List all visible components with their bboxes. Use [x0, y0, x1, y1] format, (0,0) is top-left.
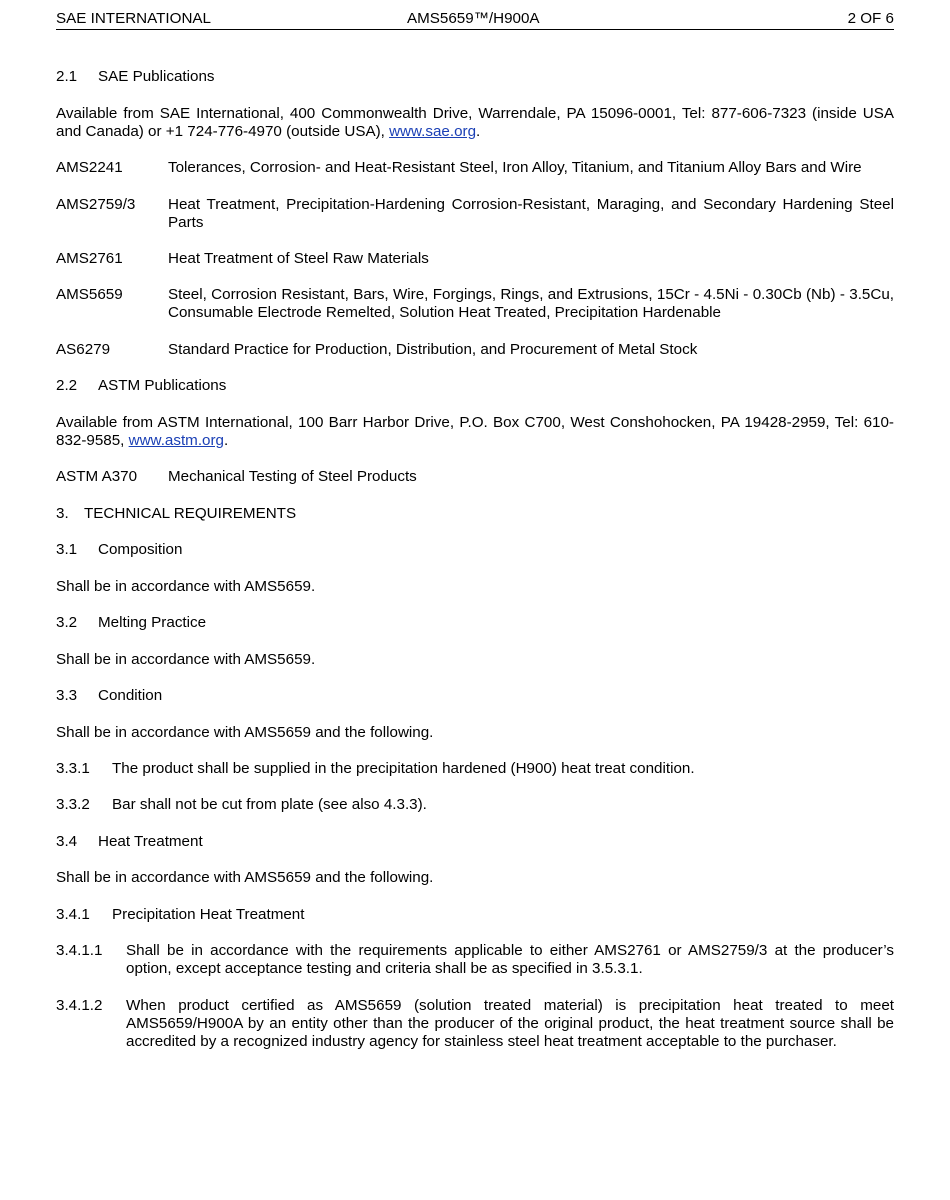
reference-title: Tolerances, Corrosion- and Heat-Resistant Steel, Iron Alloy, Titanium, and Titanium Alloy Bars and Wire [168, 159, 862, 176]
section-title: Precipitation Heat Treatment [112, 906, 305, 923]
sae-availability-paragraph [56, 105, 894, 141]
sentence-end: . [224, 432, 229, 449]
reference-code: AMS2241 [56, 159, 123, 176]
section-number: 3.4 [56, 833, 78, 850]
reference-astm-a370 [56, 468, 894, 486]
sae-website-link[interactable]: www.sae.org [389, 123, 477, 140]
section-3-4-body: Shall be in accordance with AMS5659 and the following. [56, 869, 434, 886]
section-number: 3. [56, 505, 69, 522]
reference-title: Heat Treatment, Precipitation-Hardening Corrosion-Resistant, Maraging, and Secondary Hardening Steel Parts [168, 196, 894, 231]
section-number: 2.2 [56, 377, 78, 394]
reference-ams2241 [56, 159, 894, 177]
section-3-4-1-2 [56, 997, 894, 1051]
reference-as6279 [56, 341, 894, 359]
section-title: TECHNICAL REQUIREMENTS [84, 505, 297, 522]
section-3-3-1 [56, 760, 894, 778]
section-title: Composition [98, 541, 183, 558]
section-3-3-2 [56, 796, 894, 814]
reference-code: AS6279 [56, 341, 111, 358]
header-document-id: AMS5659™/H900A [407, 10, 540, 27]
astm-website-link[interactable]: www.astm.org [128, 432, 224, 449]
reference-code: AMS5659 [56, 286, 123, 303]
reference-ams5659 [56, 286, 894, 322]
section-3-2-heading [56, 614, 894, 632]
section-number: 3.3.2 [56, 796, 90, 813]
section-title: ASTM Publications [98, 377, 227, 394]
reference-code: AMS2759/3 [56, 196, 136, 213]
section-number: 3.2 [56, 614, 78, 631]
section-3-3-body: Shall be in accordance with AMS5659 and the following. [56, 724, 434, 741]
section-title: Condition [98, 687, 163, 704]
sae-availability-text: Available from SAE International, 400 Commonwealth Drive, Warrendale, PA 15096-0001, Tel: 877-606-7323 (inside USA and Canada) or +1 724-776-4970 (outside USA), [56, 105, 894, 140]
section-text: When product certified as AMS5659 (solution treated material) is precipitation heat treated to meet AMS5659/H900A by an entity other than the producer of the original product, the heat treatment source shall be accredited by a recognized industry agency for stainless steel heat treatment acceptable to the purchaser. [126, 997, 894, 1050]
section-2-2-heading [56, 377, 894, 395]
section-3-4-1-heading [56, 906, 894, 924]
section-3-3-heading [56, 687, 894, 705]
section-3-4-heading [56, 833, 894, 851]
astm-availability-text: Available from ASTM International, 100 Barr Harbor Drive, P.O. Box C700, West Conshohocken, PA 19428-2959, Tel: 610-832-9585, [56, 414, 894, 449]
section-3-4-1-1 [56, 942, 894, 978]
reference-title: Mechanical Testing of Steel Products [168, 468, 417, 485]
section-3-2-body: Shall be in accordance with AMS5659. [56, 651, 316, 668]
reference-title: Standard Practice for Production, Distribution, and Procurement of Metal Stock [168, 341, 698, 358]
section-text: Shall be in accordance with the requirements applicable to either AMS2761 or AMS2759/3 at the producer’s option, except acceptance testing and criteria shall be as specified in 3.5.3.1. [126, 942, 894, 977]
astm-availability-paragraph [56, 414, 894, 450]
section-number: 2.1 [56, 68, 78, 85]
section-number: 3.4.1.2 [56, 997, 103, 1014]
reference-code: AMS2761 [56, 250, 123, 267]
reference-ams2761 [56, 250, 894, 268]
section-title: Heat Treatment [98, 833, 203, 850]
section-number: 3.3 [56, 687, 78, 704]
section-number: 3.4.1.1 [56, 942, 103, 959]
header-page-number: 2 OF 6 [847, 10, 894, 27]
page-header [56, 10, 894, 30]
section-3-heading [56, 505, 894, 523]
section-title: Melting Practice [98, 614, 207, 631]
section-title: SAE Publications [98, 68, 215, 85]
sentence-end: . [476, 123, 481, 140]
section-number: 3.4.1 [56, 906, 90, 923]
section-text: Bar shall not be cut from plate (see also 4.3.3). [112, 796, 427, 813]
section-3-1-body: Shall be in accordance with AMS5659. [56, 578, 316, 595]
section-text: The product shall be supplied in the precipitation hardened (H900) heat treat condition. [112, 760, 695, 777]
reference-title: Heat Treatment of Steel Raw Materials [168, 250, 429, 267]
header-organization: SAE INTERNATIONAL [56, 10, 211, 27]
reference-title: Steel, Corrosion Resistant, Bars, Wire, Forgings, Rings, and Extrusions, 15Cr - 4.5Ni - 0.30Cb (Nb) - 3.5Cu, Consumable Electrode Remelted, Solution Heat Treated, Precipitation Hardenable [168, 286, 894, 321]
section-number: 3.1 [56, 541, 78, 558]
section-2-1-heading [56, 68, 894, 86]
section-number: 3.3.1 [56, 760, 90, 777]
section-3-1-heading [56, 541, 894, 559]
reference-code: ASTM A370 [56, 468, 138, 485]
reference-ams2759-3 [56, 196, 894, 232]
